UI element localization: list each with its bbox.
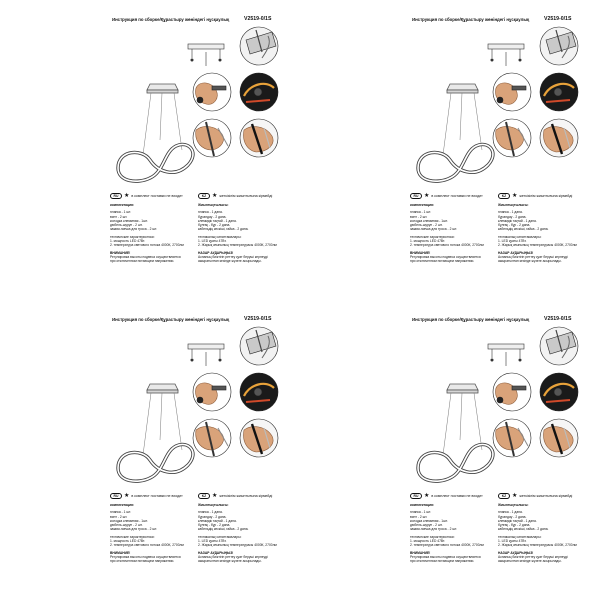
text-line: винт - 2 шт. <box>110 514 128 519</box>
kz-kit-list <box>498 210 586 231</box>
instruction-sheet <box>0 0 300 300</box>
assembly-photo-4 <box>193 119 231 157</box>
text-line: кабельдің кескіші, гайка - 2 дана. <box>198 227 249 232</box>
led-ring-lamp <box>118 144 193 181</box>
ceiling-canopy <box>147 384 178 393</box>
ru-warning-text <box>410 255 498 264</box>
ceiling-canopy <box>147 84 178 93</box>
assembly-photo-3 <box>540 373 578 411</box>
text-line: Аспаның биіктігін реттеу қуат беруші кернеуді <box>498 554 568 559</box>
text-line: бұлғақ - бұр - 2 дана. <box>498 223 531 228</box>
ru-kit-list <box>410 510 498 531</box>
text-line: при отключенном питающем напряжении. <box>410 259 475 264</box>
kz-legend <box>498 193 572 199</box>
kz-warning-text <box>198 555 286 564</box>
text-line: 2. температура светового потока 4000К, 2700лм <box>410 543 484 548</box>
ru-not-included-note: в комплект поставки не входит <box>131 194 183 198</box>
assembly-photo-1 <box>540 327 578 365</box>
star-icon: ★ <box>424 493 430 499</box>
text-line: колодка клеммная - 1шт. <box>110 218 148 223</box>
ru-tech-list <box>410 239 498 248</box>
assembly-photo-5 <box>240 419 278 457</box>
model-number: V2519-0/1S <box>544 16 572 22</box>
instruction-sheet <box>300 300 600 600</box>
text-line: 1. LED қуаты 47Вт. <box>498 539 527 544</box>
text-line: 1. LED қуаты 47Вт. <box>198 539 227 544</box>
kz-tech-heading: техникалық сипаттамалары: <box>198 234 242 239</box>
ru-not-included-note: в комплект поставки не входит <box>431 494 483 498</box>
assembly-photo-5 <box>240 119 278 157</box>
text-line: клеммдік тақтай - 1 дана. <box>198 218 237 223</box>
text-line: ажыратылған кезінде жүзеге асырылады. <box>198 259 262 264</box>
text-line: винт - 2 шт. <box>410 514 428 519</box>
mounting-plate-diagram <box>488 344 524 366</box>
text-line: дюбель-шуруп - 2 шт. <box>410 223 443 228</box>
star-icon: ★ <box>512 493 518 499</box>
kz-tech-list <box>198 239 286 248</box>
text-line: колодка клеммная - 1шт. <box>110 518 148 523</box>
ru-not-included-note: в комплект поставки не входит <box>431 194 483 198</box>
kz-warning-heading: НАЗАР АУДАРЫҢЫЗ! <box>198 550 234 555</box>
ru-flag-badge: RU <box>410 493 422 499</box>
text-line: бұрандау - 2 дана. <box>498 514 527 519</box>
kz-warning-text <box>498 555 586 564</box>
kz-not-included-note: жеткізілім жиынтығына кірмейді <box>519 194 573 198</box>
text-line: кабельдің кескіші, гайка - 2 дана. <box>498 227 549 232</box>
text-line: планка - 1 дана. <box>198 210 223 215</box>
kz-text-column <box>198 203 286 264</box>
ru-not-included-note: в комплект поставки не входит <box>131 494 183 498</box>
ru-kit-heading: комплектация: <box>410 503 435 507</box>
text-line: 2. Жарық ағынының температурасы 4000К, 2700лм <box>198 243 277 248</box>
assembly-photo-2 <box>493 73 531 111</box>
text-line: зажим-гаечка для троса - 2 шт. <box>410 227 458 232</box>
ru-warning-text <box>110 555 198 564</box>
kz-kit-list <box>198 510 286 531</box>
kz-legend <box>498 493 572 499</box>
ru-legend <box>110 193 183 199</box>
ru-tech-heading: технические характеристики: <box>110 534 155 539</box>
text-line: бұлғақ - бұр - 2 дана. <box>498 523 531 528</box>
text-line: планка - 1 шт. <box>410 210 432 215</box>
text-line: Регулировка высоты подвеса осуществляется <box>110 554 181 559</box>
text-line: кабельдің кескіші, гайка - 2 дана. <box>198 527 249 532</box>
kz-kit-heading: Жиынтықтылығы: <box>198 203 229 207</box>
ru-legend <box>410 493 483 499</box>
text-line: дюбель-шуруп - 2 шт. <box>110 523 143 528</box>
assembly-photo-3 <box>540 73 578 111</box>
text-line: винт - 2 шт. <box>410 214 428 219</box>
text-line: ажыратылған кезінде жүзеге асырылады. <box>498 259 562 264</box>
sheet-title: Инструкция по сборке/Құрастыру жөніндегі нұсқаулық <box>112 17 230 22</box>
kz-legend <box>198 493 272 499</box>
ru-kit-list <box>410 210 498 231</box>
ceiling-canopy <box>447 384 478 393</box>
kz-not-included-note: жеткізілім жиынтығына кірмейді <box>219 194 273 198</box>
ru-kit-heading: комплектация: <box>110 203 135 207</box>
text-line: ажыратылған кезінде жүзеге асырылады. <box>198 559 262 564</box>
kz-kit-heading: Жиынтықтылығы: <box>198 503 229 507</box>
assembly-photo-5 <box>540 119 578 157</box>
ru-kit-heading: комплектация: <box>110 503 135 507</box>
mounting-plate-diagram <box>188 44 224 66</box>
star-icon: ★ <box>512 193 518 199</box>
kz-legend <box>198 193 272 199</box>
led-ring-lamp <box>118 444 193 481</box>
assembly-photo-2 <box>193 373 231 411</box>
ru-tech-heading: технические характеристики: <box>410 534 455 539</box>
kz-kit-list <box>198 210 286 231</box>
led-ring-lamp <box>418 444 493 481</box>
text-line: 1. мощность LED 47Вт. <box>110 239 146 244</box>
text-line: 1. мощность LED 47Вт. <box>410 539 446 544</box>
sheet-title: Инструкция по сборке/Құрастыру жөніндегі нұсқаулық <box>112 317 230 322</box>
text-line: при отключенном питающем напряжении. <box>110 559 175 564</box>
text-line: 2. температура светового потока 4000К, 2700лм <box>410 243 484 248</box>
kz-warning-heading: НАЗАР АУДАРЫҢЫЗ! <box>198 250 234 255</box>
text-line: Аспаның биіктігін реттеу қуат беруші кернеуді <box>198 254 268 259</box>
kz-warning-heading: НАЗАР АУДАРЫҢЫЗ! <box>498 550 534 555</box>
kz-tech-list <box>498 239 586 248</box>
assembly-photo-2 <box>493 373 531 411</box>
mounting-plate-diagram <box>488 44 524 66</box>
ru-kit-heading: комплектация: <box>410 203 435 207</box>
text-line: дюбель-шуруп - 2 шт. <box>110 223 143 228</box>
kz-text-column <box>498 503 586 564</box>
assembly-photo-1 <box>540 27 578 65</box>
star-icon: ★ <box>124 493 130 499</box>
text-line: Регулировка высоты подвеса осуществляется <box>410 554 481 559</box>
kz-tech-list <box>498 539 586 548</box>
ru-text-column <box>110 503 198 564</box>
kz-warning-heading: НАЗАР АУДАРЫҢЫЗ! <box>498 250 534 255</box>
text-line: 1. мощность LED 47Вт. <box>410 239 446 244</box>
ru-text-column <box>410 203 498 264</box>
kz-flag-badge: KZ <box>498 193 510 199</box>
ceiling-canopy <box>447 84 478 93</box>
text-line: планка - 1 дана. <box>198 510 223 515</box>
text-line: планка - 1 дана. <box>498 510 523 515</box>
instruction-sheet <box>0 300 300 600</box>
text-line: зажим-гаечка для троса - 2 шт. <box>110 227 158 232</box>
ru-warning-heading: ВНИМАНИЕ! <box>410 250 431 255</box>
ru-text-column <box>110 203 198 264</box>
ru-flag-badge: RU <box>410 193 422 199</box>
kz-flag-badge: KZ <box>198 193 210 199</box>
text-line: бұрандау - 2 дана. <box>198 214 227 219</box>
kz-tech-list <box>198 539 286 548</box>
text-line: бұрандау - 2 дана. <box>498 214 527 219</box>
text-line: колодка клеммная - 1шт. <box>410 518 448 523</box>
text-line: Регулировка высоты подвеса осуществляется <box>110 254 181 259</box>
text-line: планка - 1 шт. <box>110 210 132 215</box>
text-line: зажим-гаечка для троса - 2 шт. <box>410 527 458 532</box>
kz-tech-heading: техникалық сипаттамалары: <box>498 534 542 539</box>
ru-kit-list <box>110 510 198 531</box>
assembly-photo-3 <box>240 373 278 411</box>
ru-kit-list <box>110 210 198 231</box>
kz-flag-badge: KZ <box>498 493 510 499</box>
ru-warning-heading: ВНИМАНИЕ! <box>110 550 131 555</box>
text-line: планка - 1 шт. <box>410 510 432 515</box>
text-line: дюбель-шуруп - 2 шт. <box>410 523 443 528</box>
star-icon: ★ <box>424 193 430 199</box>
text-line: 2. температура светового потока 4000К, 2700лм <box>110 543 184 548</box>
sheet-title: Инструкция по сборке/Құрастыру жөніндегі нұсқаулық <box>412 317 530 322</box>
text-line: 2. Жарық ағынының температурасы 4000К, 2700лм <box>498 543 577 548</box>
led-ring-lamp <box>418 144 493 181</box>
text-line: 1. LED қуаты 47Вт. <box>198 239 227 244</box>
text-line: клеммдік тақтай - 1 дана. <box>498 218 537 223</box>
kz-warning-text <box>198 255 286 264</box>
ru-text-column <box>410 503 498 564</box>
kz-not-included-note: жеткізілім жиынтығына кірмейді <box>219 494 273 498</box>
text-line: Аспаның биіктігін реттеу қуат беруші кернеуді <box>498 254 568 259</box>
kz-tech-heading: техникалық сипаттамалары: <box>198 534 242 539</box>
ru-tech-list <box>110 539 198 548</box>
star-icon: ★ <box>212 193 218 199</box>
kz-kit-heading: Жиынтықтылығы: <box>498 503 529 507</box>
assembly-photo-4 <box>493 419 531 457</box>
text-line: 2. Жарық ағынының температурасы 4000К, 2700лм <box>198 543 277 548</box>
assembly-photo-3 <box>240 73 278 111</box>
text-line: Регулировка высоты подвеса осуществляется <box>410 254 481 259</box>
text-line: Аспаның биіктігін реттеу қуат беруші кернеуді <box>198 554 268 559</box>
assembly-photo-4 <box>493 119 531 157</box>
kz-not-included-note: жеткізілім жиынтығына кірмейді <box>519 494 573 498</box>
text-line: зажим-гаечка для троса - 2 шт. <box>110 527 158 532</box>
model-number: V2519-0/1S <box>244 16 272 22</box>
text-line: бұлғақ - бұр - 2 дана. <box>198 523 231 528</box>
ru-tech-heading: технические характеристики: <box>110 234 155 239</box>
kz-warning-text <box>498 255 586 264</box>
ru-legend <box>110 493 183 499</box>
ru-warning-heading: ВНИМАНИЕ! <box>110 250 131 255</box>
assembly-photo-1 <box>240 327 278 365</box>
assembly-photo-2 <box>193 73 231 111</box>
kz-tech-heading: техникалық сипаттамалары: <box>498 234 542 239</box>
ru-warning-text <box>410 555 498 564</box>
text-line: кабельдің кескіші, гайка - 2 дана. <box>498 527 549 532</box>
text-line: бұрандау - 2 дана. <box>198 514 227 519</box>
text-line: 1. LED қуаты 47Вт. <box>498 239 527 244</box>
assembly-photo-5 <box>540 419 578 457</box>
ru-warning-heading: ВНИМАНИЕ! <box>410 550 431 555</box>
ru-tech-list <box>110 239 198 248</box>
text-line: бұлғақ - бұр - 2 дана. <box>198 223 231 228</box>
text-line: клеммдік тақтай - 1 дана. <box>198 518 237 523</box>
mounting-plate-diagram <box>188 344 224 366</box>
ru-tech-heading: технические характеристики: <box>410 234 455 239</box>
kz-text-column <box>198 503 286 564</box>
text-line: винт - 2 шт. <box>110 214 128 219</box>
text-line: планка - 1 дана. <box>498 210 523 215</box>
ru-tech-list <box>410 539 498 548</box>
assembly-photo-1 <box>240 27 278 65</box>
model-number: V2519-0/1S <box>544 316 572 322</box>
text-line: колодка клеммная - 1шт. <box>410 218 448 223</box>
ru-legend <box>410 193 483 199</box>
instruction-sheet <box>300 0 600 300</box>
assembly-photo-4 <box>193 419 231 457</box>
text-line: планка - 1 шт. <box>110 510 132 515</box>
sheet-title: Инструкция по сборке/Құрастыру жөніндегі нұсқаулық <box>412 17 530 22</box>
text-line: при отключенном питающем напряжении. <box>410 559 475 564</box>
kz-text-column <box>498 203 586 264</box>
text-line: 1. мощность LED 47Вт. <box>110 539 146 544</box>
ru-warning-text <box>110 255 198 264</box>
text-line: при отключенном питающем напряжении. <box>110 259 175 264</box>
star-icon: ★ <box>124 193 130 199</box>
kz-flag-badge: KZ <box>198 493 210 499</box>
text-line: клеммдік тақтай - 1 дана. <box>498 518 537 523</box>
kz-kit-list <box>498 510 586 531</box>
ru-flag-badge: RU <box>110 193 122 199</box>
text-line: 2. Жарық ағынының температурасы 4000К, 2700лм <box>498 243 577 248</box>
ru-flag-badge: RU <box>110 493 122 499</box>
text-line: ажыратылған кезінде жүзеге асырылады. <box>498 559 562 564</box>
kz-kit-heading: Жиынтықтылығы: <box>498 203 529 207</box>
star-icon: ★ <box>212 493 218 499</box>
text-line: 2. температура светового потока 4000К, 2700лм <box>110 243 184 248</box>
model-number: V2519-0/1S <box>244 316 272 322</box>
